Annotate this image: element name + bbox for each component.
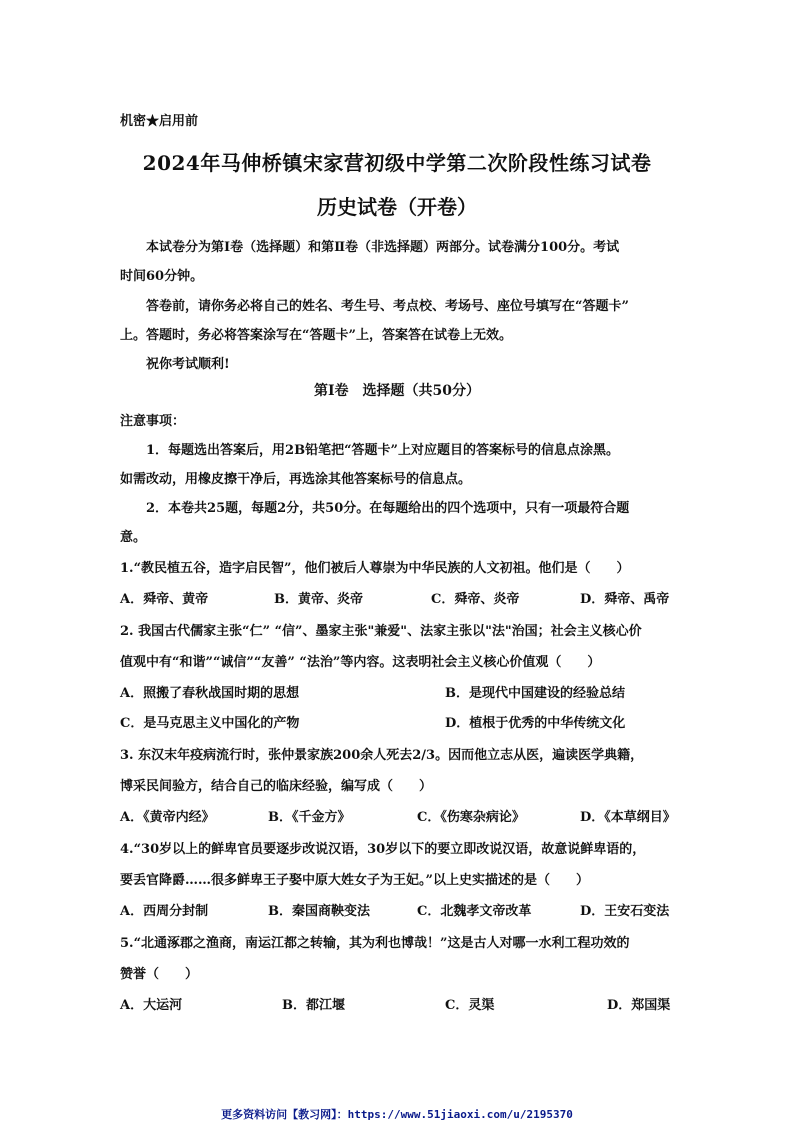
question-4-option-b: B．秦国商鞅变法	[268, 904, 370, 919]
question-5-option-a: A．大运河	[120, 998, 183, 1013]
confidential-mark: 机密★启用前	[120, 114, 199, 129]
question-2-option-b: B．是现代中国建设的经验总结	[445, 686, 625, 701]
question-2-stem: 2. 我国古代儒家主张“仁” “信”、墨家主张"兼爱"、法家主张以"法"治国；社会主义核心价	[120, 624, 642, 639]
exam-subtitle: 历史试卷（开卷）	[317, 195, 477, 219]
notice-item-2-cont: 意。	[120, 530, 147, 545]
question-2-stem-cont: 值观中有“和谐”“诚信”“友善” “法治”等内容。这表明社会主义核心价值观（ ）	[120, 655, 601, 670]
question-5-option-d: D．郑国渠	[607, 998, 671, 1013]
notice-item-1-cont: 如需改动，用橡皮擦干净后，再选涂其他答案标号的信息点。	[120, 472, 472, 487]
notice-item-1: 1．每题选出答案后，用2B铅笔把“答题卡”上对应题目的答案标号的信息点涂黑。	[146, 443, 620, 458]
notice-item-2: 2．本卷共25题，每题2分，共50分。在每题给出的四个选项中，只有一项最符合题	[146, 501, 630, 516]
notice-label: 注意事项：	[120, 414, 186, 429]
intro-paragraph-1-cont: 时间60分钟。	[120, 269, 204, 284]
question-3-stem: 3. 东汉末年疫病流行时，张仲景家族200余人死去2/3。因而他立志从医，遍读医学典籍，	[120, 748, 644, 763]
question-3-option-d: D．《本草纲目》	[580, 810, 676, 825]
question-5-stem: 5.“北通涿郡之渔商，南运江都之转输，其为利也博哉！”这是古人对哪一水利工程功效的	[120, 936, 630, 951]
question-5-option-b: B．都江堰	[282, 998, 345, 1013]
question-2-option-c: C．是马克思主义中国化的产物	[120, 716, 300, 731]
question-2-option-a: A．照搬了春秋战国时期的思想	[120, 686, 300, 701]
question-4-option-d: D．王安石变法	[580, 904, 670, 919]
question-1-option-a: A．舜帝、黄帝	[120, 592, 209, 607]
footer-link[interactable]: 更多资料访问【教习网】：https://www.51jiaoxi.com/u/2195370	[221, 1108, 573, 1121]
good-luck-text: 祝你考试顺利!	[146, 357, 230, 372]
question-3-option-a: A．《黄帝内经》	[120, 810, 215, 825]
question-4-option-c: C．北魏孝文帝改革	[417, 904, 532, 919]
question-3-option-b: B．《千金方》	[268, 810, 351, 825]
intro-paragraph-2-cont: 上。答题时，务必将答案涂写在“答题卡”上，答案答在试卷上无效。	[120, 328, 512, 343]
question-3-stem-cont: 博采民间验方，结合自己的临床经验，编写成（ ）	[120, 779, 433, 794]
question-4-stem: 4.“30岁以上的鲜卑官员要逐步改说汉语，30岁以下的要立即改说汉语，故意说鲜卑语的，	[120, 842, 646, 857]
question-1-option-d: D．舜帝、禹帝	[580, 592, 670, 607]
question-5-option-c: C．灵渠	[445, 998, 495, 1013]
question-3-option-c: C．《伤寒杂病论》	[417, 810, 525, 825]
exam-title: 2024年马伸桥镇宋家营初级中学第二次阶段性练习试卷	[142, 151, 652, 175]
section-title: 第Ⅰ卷 选择题（共50分）	[313, 383, 481, 399]
intro-paragraph-2: 答卷前，请你务必将自己的姓名、考生号、考点校、考场号、座位号填写在“答题卡”	[146, 299, 629, 314]
question-1-option-c: C．舜帝、炎帝	[431, 592, 520, 607]
question-1-stem: 1.“教民植五谷，造字启民智”，他们被后人尊崇为中华民族的人文初祖。他们是（ ）	[120, 561, 630, 576]
intro-paragraph-1: 本试卷分为第Ⅰ卷（选择题）和第Ⅱ卷（非选择题）两部分。试卷满分100分。考试	[146, 240, 620, 255]
question-2-option-d: D．植根于优秀的中华传统文化	[445, 716, 626, 731]
question-5-stem-cont: 赞誉（ ）	[120, 967, 199, 982]
question-1-option-b: B．黄帝、炎帝	[274, 592, 363, 607]
question-4-option-a: A．西周分封制	[120, 904, 209, 919]
question-4-stem-cont: 要丢官降爵……很多鲜卑王子娶中原大姓女子为王妃。”以上史实描述的是（ ）	[120, 873, 589, 888]
